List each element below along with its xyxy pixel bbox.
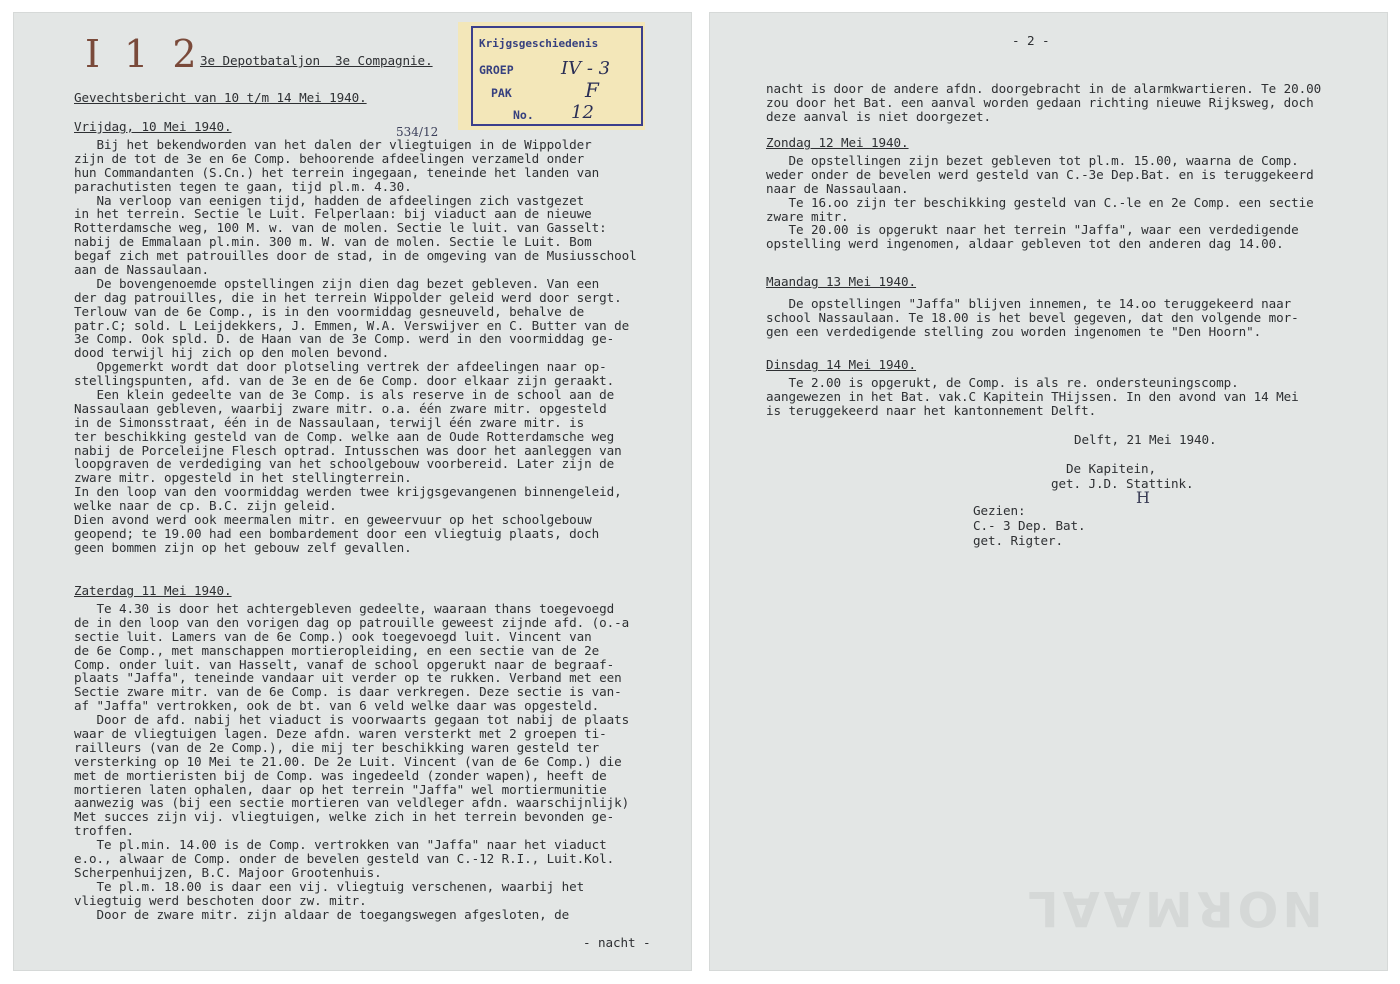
stamp-groep-label: GROEP [479,63,514,77]
text-line: De bovengenoemde opstellingen zijn dien dag bezet gebleven. Van een [74,275,600,291]
document-page-1 [13,12,692,971]
text-line: zware mitr. [766,208,849,224]
seen-unit: C.- 3 Dep. Bat. [973,518,1086,533]
day4-heading: Maandag 13 Mei 1940. [766,274,917,289]
text-line: Terlouw van de 6e Comp., is in den voormiddag gesneuveld, behalve de [74,303,585,319]
text-line: Te pl.min. 14.00 is de Comp. vertrokken van "Jaffa" naar het viaduct [74,837,607,853]
text-line: railleurs (van de 2e Comp.), die mij ter beschikking waren gesteld ter [74,739,600,755]
watermark: NORMAAL [1024,880,1323,936]
day2-text [74,602,629,921]
text-line: versterking op 10 Mei te 21.00. De 2e Luit. Vincent (van de 6e Comp.) die [74,753,622,769]
text-line: weder onder de bevelen werd gesteld van C.-3e Dep.Bat. en is teruggekeerd [766,166,1314,182]
text-line: Bij het bekendworden van het dalen der vliegtuigen in de Wippolder [74,137,592,152]
text-line: Te 20.00 is opgerukt naar het terrein "Jaffa", waar een verdedigende [766,222,1299,238]
text-line: Opgemerkt wordt dat door plotseling vertrek der afdeelingen naar op- [74,359,607,375]
text-line: gen een verdedigende stelling zou worden ingenomen te "Den Hoorn". [766,323,1262,339]
text-line: af "Jaffa" vertrokken, ook de bt. van 6 veld welke daar was opgesteld. [74,698,600,714]
text-line: Rotterdamsche weg, 100 M. w. van de molen. Sectie le luit. van Gasselt: [74,220,607,236]
day2-heading: Zaterdag 11 Mei 1940. [74,583,232,598]
place-date: Delft, 21 Mei 1940. [1074,432,1217,447]
text-line: aan de Nassaulaan. [74,262,210,278]
text-line: Met succes zijn vij. vliegtuigen, welke zich in het terrein bevonden ge- [74,809,615,825]
text-line: opstelling werd ingenomen, aldaar gebleven tot den anderen dag 14.00. [766,236,1284,252]
text-line: De opstellingen "Jaffa" blijven innemen, te 14.oo teruggekeerd naar [766,296,1292,311]
signature-title: De Kapitein, [1066,461,1157,476]
text-line: Scherpenhuijzen, B.C. Majoor Grootenhuis. [74,864,382,880]
signature-name: get. J.D. Stattink. [1051,476,1194,491]
day3-text [766,154,1314,251]
text-line: deze aanval is niet doorgezet. [766,108,992,124]
text-line: waar de vliegtuigen lagen. Deze afdn. waren versterkt met 2 groepen ti- [74,726,607,742]
text-line: de in den loop van den vorigen dag op patrouille geweest zijnde afd. (o.-a [74,614,630,630]
report-title: Gevechtsbericht van 10 t/m 14 Mei 1940. [74,90,367,105]
text-line: sectie luit. Lamers van de 6e Comp.) ook toegevoegd luit. Vincent van [74,628,592,644]
seen-name: get. Rigter. [973,533,1064,548]
text-line: troffen. [74,823,135,839]
text-line: aanwezig was (bij een sectie mortieren van veldleger afdn. waarschijnlijk) [74,795,630,811]
text-line: met de mortieristen bij de Comp. was ingedeeld (zonder wapen), heeft de [74,767,607,783]
text-line: begaf zich met patrouilles door de stad, in de omgeving van de Musiusschool [74,248,637,264]
page-number: - 2 - [1012,33,1050,48]
day3-heading: Zondag 12 Mei 1940. [766,135,909,150]
stamp-pak-label: PAK [491,86,512,100]
catchword: - nacht - [583,935,651,950]
document-page-2 [709,12,1388,971]
day4-text [766,297,1299,339]
handwritten-mark: I 1 2 [85,32,203,76]
stamp-no-label: No. [513,108,534,122]
text-line: Nassaulaan gebleven, waarbij zware mitr. o.a. één zware mitr. opgesteld [74,400,607,416]
text-line: Te 4.30 is door het achtergebleven gedeelte, waaraan thans toegevoegd [74,601,615,616]
text-line: Te pl.m. 18.00 is daar een vij. vliegtuig verschenen, waarbij het [74,878,585,894]
text-line: geen bommen zijn op het gebouw zelf gevallen. [74,539,412,555]
continuation-text [766,82,1321,124]
reference-number: 534/12 [396,125,439,139]
text-line: in de Simonsstraat, één in de Nassaulaan, terwijl één zware mitr. is [74,414,585,430]
text-line: Dien avond werd ook meermalen mitr. en geweervuur op het schoolgebouw [74,512,592,528]
seen-label: Gezien: [973,503,1026,518]
text-line: loopgraven de verdediging van het schoolgebouw voorbereid. Later zijn de [74,456,615,472]
text-line: vliegtuig werd beschoten door zw. mitr. [74,892,367,908]
text-line: Te 2.00 is opgerukt, de Comp. is als re. ondersteuningscomp. [766,375,1239,390]
text-line: Door de zware mitr. zijn aldaar de toegangswegen afgesloten, de [74,906,570,922]
text-line: 3e Comp. Ook spld. D. de Haan van de 3e Comp. werd in den voormiddag ge- [74,331,615,347]
text-line: parachutisten tegen te gaan, tijd pl.m. 4.30. [74,178,412,194]
text-line: Sectie zware mitr. van de 6e Comp. is daar verkregen. Deze sectie is van- [74,684,622,700]
text-line: nabij de Emmalaan pl.min. 300 m. W. van de molen. Sectie le Luit. Bom [74,234,592,250]
text-line: mortieren laten ophalen, daar op het terrein "Jaffa" wel mortiermunitie [74,781,607,797]
text-line: ter beschikking gesteld van de Comp. welke aan de Oude Rotterdamsche weg [74,428,615,444]
text-line: Comp. onder luit. van Hasselt, vanaf de school opgerukt naar de begraaf- [74,656,615,672]
text-line: dood terwijl hij zich op den molen bevond. [74,345,390,361]
archive-stamp [471,26,643,126]
initial-mark: H [1136,488,1150,507]
day1-text [74,138,637,555]
text-line: e.o., alwaar de Comp. onder de bevelen gesteld van C.-12 R.I., Luit.Kol. [74,851,615,867]
text-line: Door de afd. nabij het viaduct is voorwaarts gegaan tot nabij de plaats [74,712,630,728]
text-line: aangewezen in het Bat. vak.C Kapitein THijssen. In den avond van 14 Mei [766,388,1299,404]
text-line: nacht is door de andere afdn. doorgebracht in de alarmkwartieren. Te 20.00 [766,81,1322,96]
text-line: der dag patrouilles, die in het terrein Wippolder geleid werd door sergt. [74,289,622,305]
day5-text [766,376,1299,418]
unit-heading: 3e Depotbataljon 3e Compagnie. [200,53,433,68]
text-line: is teruggekeerd naar het kantonnement Delft. [766,402,1097,418]
text-line: Na verloop van eenigen tijd, hadden de afdeelingen zich vastgezet [74,192,585,208]
text-line: patr.C; sold. L Leijdekkers, J. Emmen, W.A. Verswijver en C. Butter van de [74,317,630,333]
text-line: geopend; te 19.00 had een bombardement door een vliegtuig plaats, doch [74,525,600,541]
text-line: welke naar de cp. B.C. zijn geleid. [74,498,337,514]
text-line: in het terrein. Sectie le Luit. Felperlaan: bij viaduct aan de nieuwe [74,206,592,222]
text-line: stellingspunten, afd. van de 3e en de 6e Comp. door elkaar zijn geraakt. [74,373,615,389]
stamp-no-value: 12 [571,102,594,123]
text-line: nabij de Porceleijne Flesch optrad. Intusschen was door het aanleggen van [74,442,622,458]
stamp-header: Krijgsgeschiedenis [479,37,599,50]
text-line: de 6e Comp., met manschappen mortieropleiding, en een sectie van de 2e [74,642,600,658]
day1-heading: Vrijdag, 10 Mei 1940. [74,119,232,134]
text-line: school Nassaulaan. Te 18.00 is het bevel gegeven, dat den volgende mor- [766,309,1299,325]
text-line: Een klein gedeelte van de 3e Comp. is als reserve in de school aan de [74,387,615,403]
text-line: hun Commandanten (S.Cn.) het terrein ingegaan, teneinde het landen van [74,164,600,180]
text-line: plaats "Jaffa", teneinde vandaar uit verder op te rukken. Verband met een [74,670,622,686]
text-line: zou door het Bat. een aanval worden gedaan richting nieuwe Rijksweg, doch [766,94,1314,110]
text-line: In den loop van den voormiddag werden twee krijgsgevangenen binnengeleid, [74,484,622,500]
text-line: naar de Nassaulaan. [766,180,909,196]
text-line: zijn de tot de 3e en 6e Comp. behoorende afdeelingen verzameld onder [74,150,585,166]
stamp-pak-value: F [585,78,599,102]
text-line: De opstellingen zijn bezet gebleven tot pl.m. 15.00, waarna de Comp. [766,153,1299,168]
text-line: Te 16.oo zijn ter beschikking gesteld van C.-le en 2e Comp. een sectie [766,194,1314,210]
day5-heading: Dinsdag 14 Mei 1940. [766,357,917,372]
text-line: zware mitr. opgesteld in het stellingterrein. [74,470,412,486]
stamp-groep-value: IV - 3 [561,58,611,79]
